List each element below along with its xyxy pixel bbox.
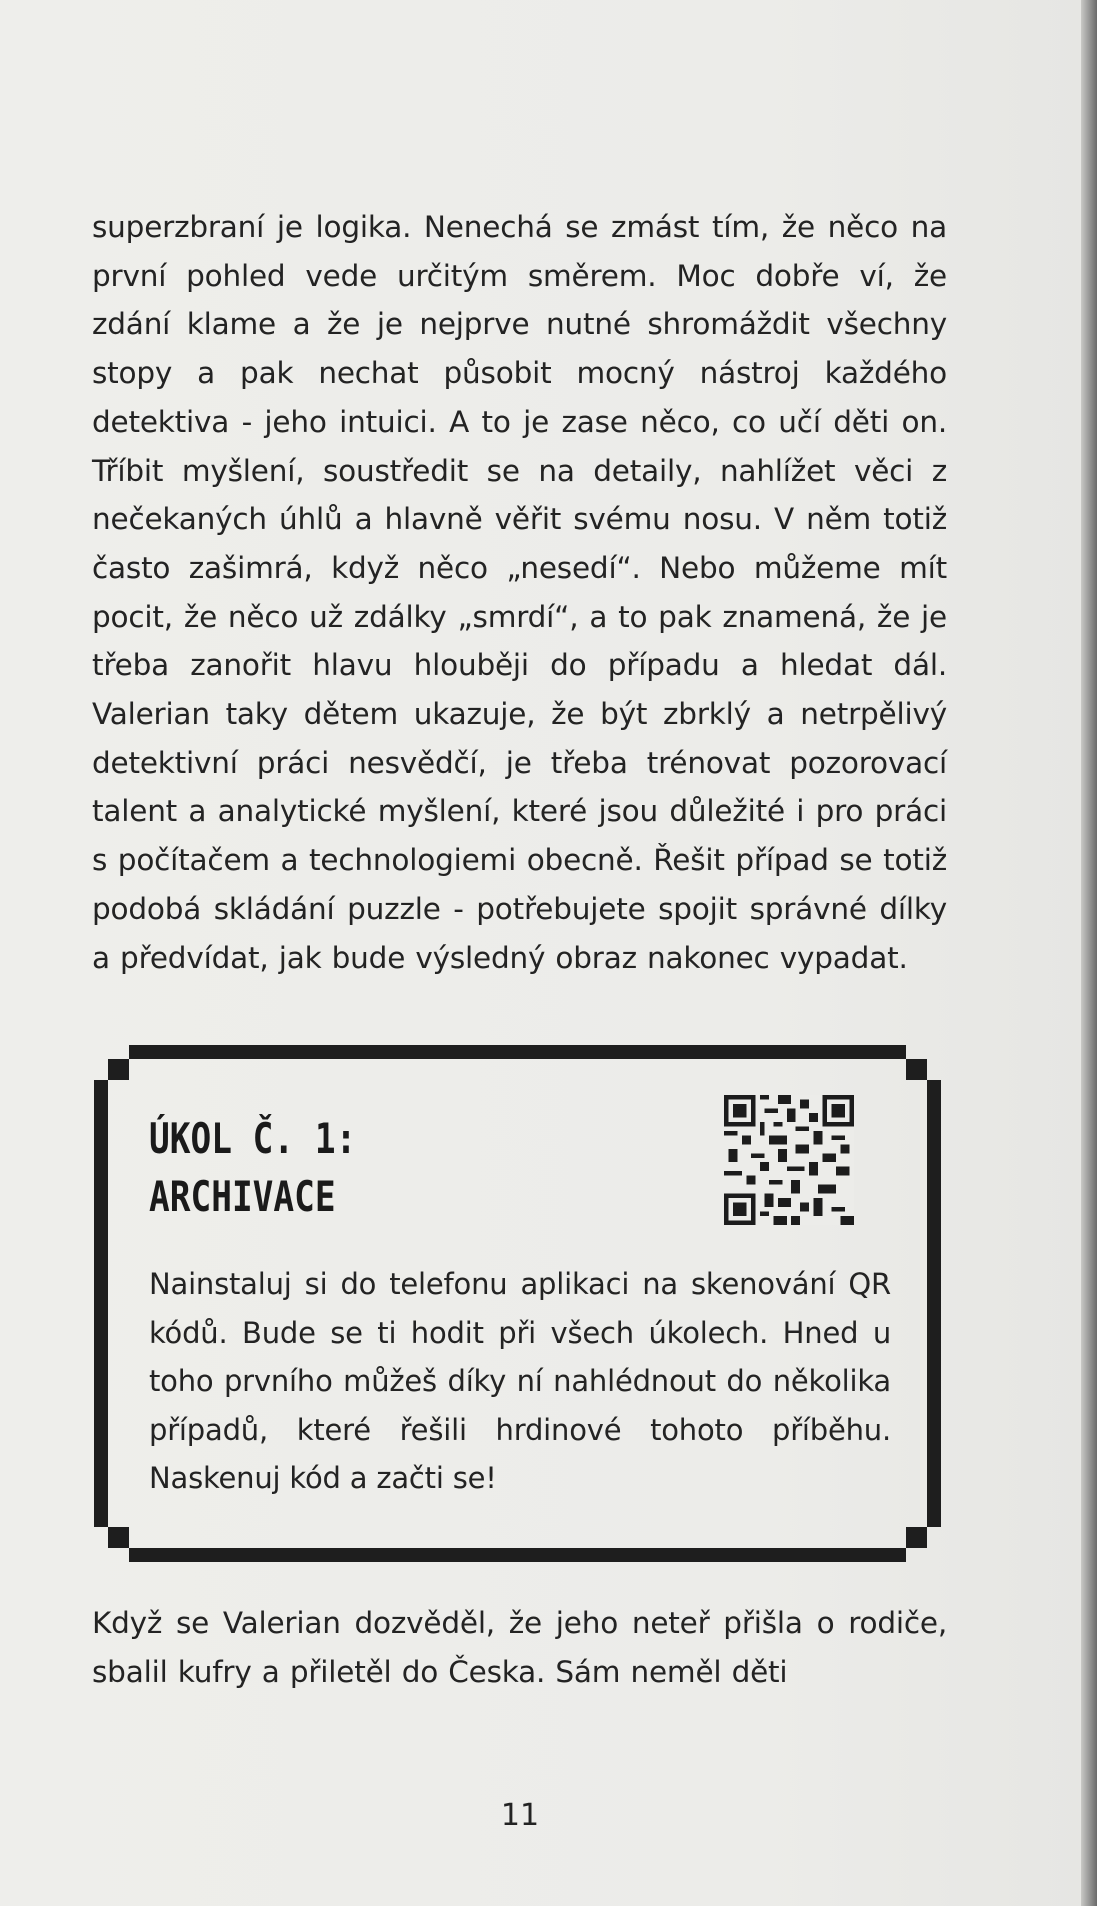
task-text: Nainstaluj si do telefonu aplikaci na skenování QR kódů. Bude se ti hodit při všech úkolech. Hned u toho prvního můžeš díky ní nahlédnout do několika případů, které řešili hrdinové tohoto příběhu. Naskenuj kód a začti se! [149,1267,891,1495]
frame-left [94,1080,108,1527]
page-number: 11 [500,1798,540,1833]
frame-corner [108,1527,129,1548]
frame-bottom [129,1548,906,1562]
body-paragraph: superzbraní je logika. Nenechá se zmást tím, že něco na první pohled vede určitým směrem. Moc dobře ví, že zdání klame a že je nejprve nutné shromáždit všechny stopy a pak nechat působit mocný nástroj každého detektiva - jeho intuici. A to je zase něco, co učí děti on. Tříbit myšlení, soustředit se na detaily, nahlížet věci z nečekaných úhlů a hlavně věřit svému nosu. V něm totiž často zašimrá, když něco „nesedí“. Nebo můžeme mít pocit, že něco už zdálky „smrdí“, a to pak znamená, že je třeba zanořit hlavu hlouběji do případu a hledat dál. Valerian taky dětem ukazuje, že být zbrklý a netrpělivý detektivní práci nesvědčí, je třeba trénovat pozorovací talent a analytické myšlení, které jsou důležité i pro práci s počítačem a technologiemi obecně. Řešit případ se totiž podobá skládání puzzle - potřebujete spojit správné dílky a předvídat, jak bude výsledný obraz nakonec vypadat. [92,210,947,975]
frame-right [927,1080,941,1527]
body-paragraph-2: Když se Valerian dozvěděl, že jeho neteř přišla o rodiče, sbalil kufry a přiletěl do Česka. Sám neměl děti [92,1606,947,1689]
qr-code-icon [724,1095,854,1225]
task-title [149,1110,356,1226]
page-edge-shadow [1081,0,1097,1906]
frame-corner [108,1059,129,1080]
task-title-line2: ARCHIVACE [149,1172,336,1221]
frame-corner [906,1059,927,1080]
frame-corner [906,1527,927,1548]
task-title-line1: ÚKOL Č. 1: [149,1114,357,1163]
task-box [94,1045,941,1562]
frame-top [129,1045,906,1059]
